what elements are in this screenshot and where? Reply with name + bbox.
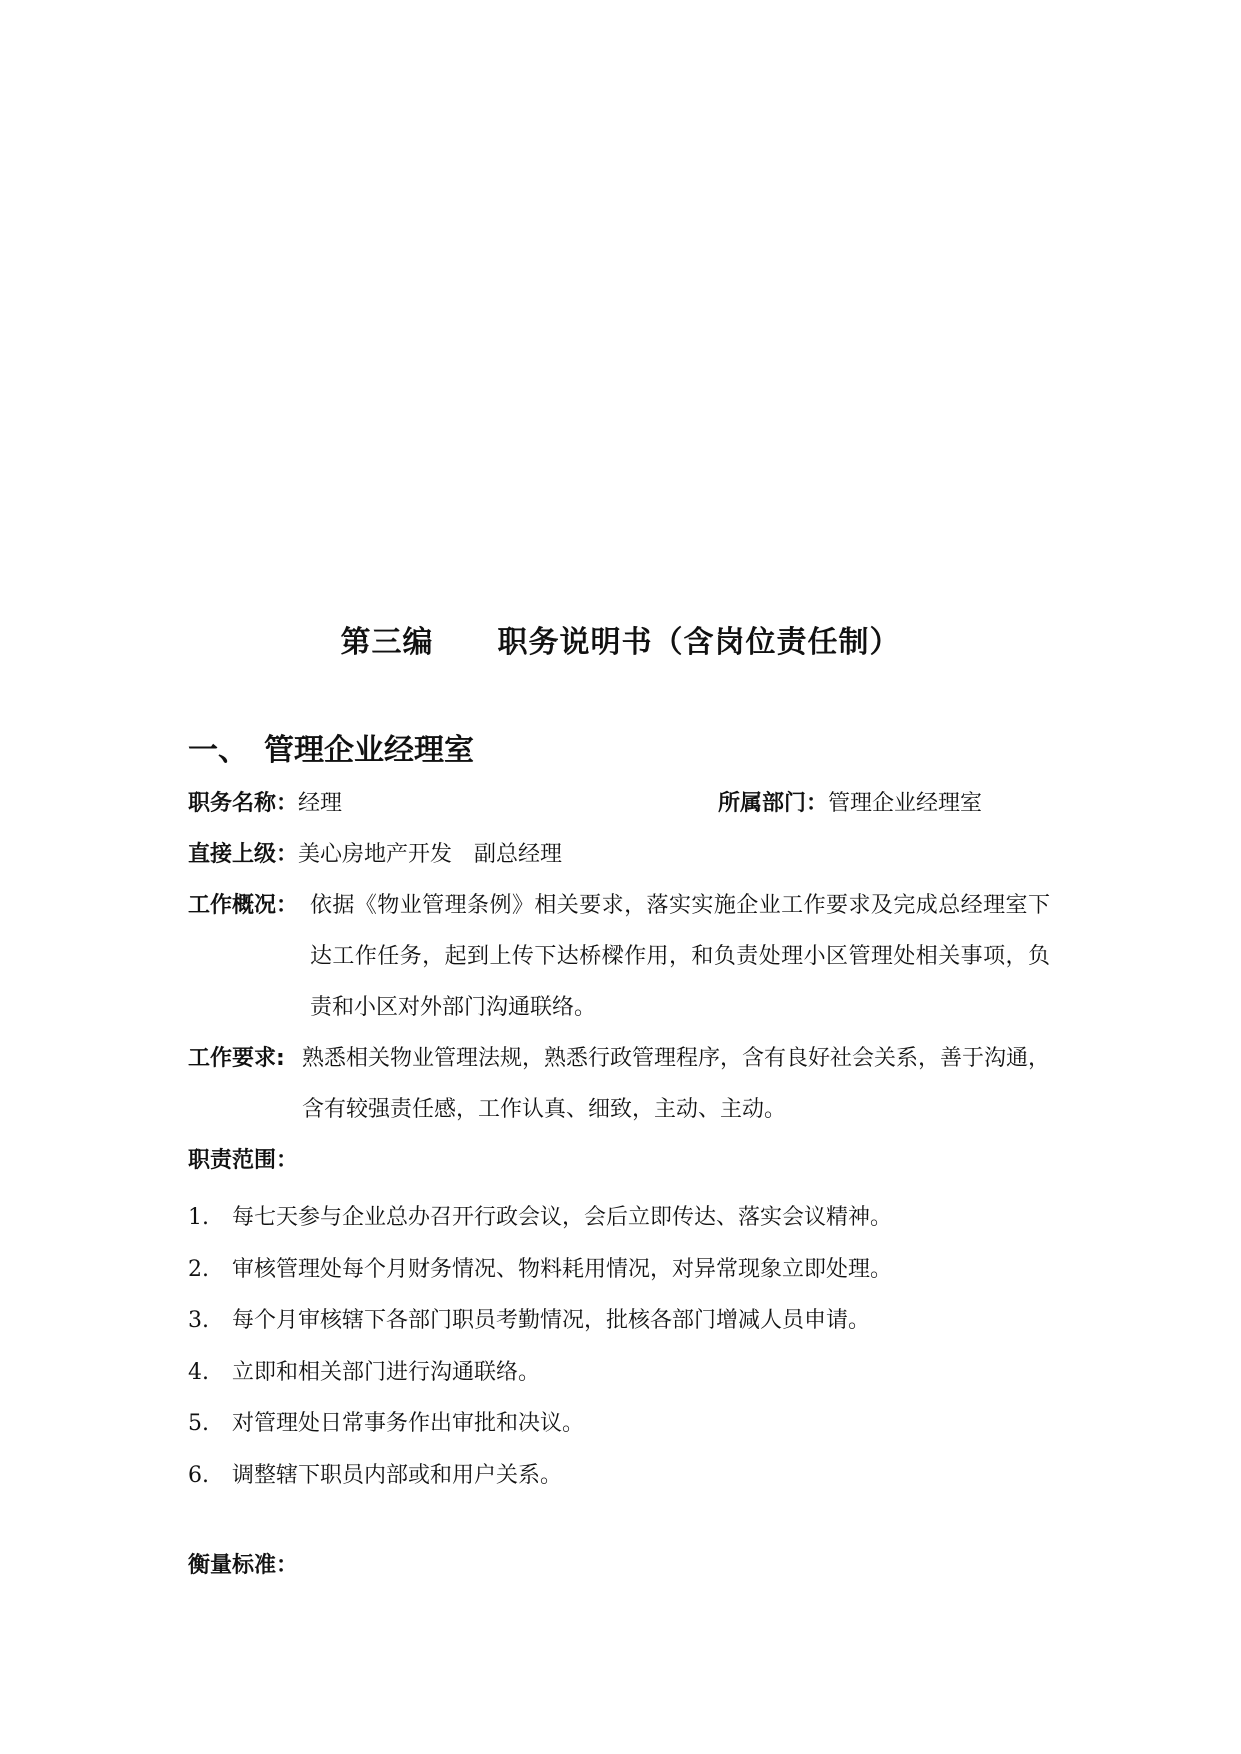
list-item [188, 1398, 1048, 1450]
scope-row [188, 1135, 298, 1186]
duty-list [188, 1192, 1048, 1501]
standard-row [188, 1540, 298, 1591]
superior-row [188, 829, 562, 880]
list-item [188, 1192, 1048, 1244]
list-item-number: 6. [188, 1462, 209, 1488]
list-item [188, 1295, 1048, 1347]
list-item-text: 每个月审核辖下各部门职员考勤情况，批核各部门增减人员申请。 [232, 1308, 871, 1333]
superior-value: 美心房地产开发 副总经理 [298, 842, 563, 867]
section-heading [188, 725, 474, 769]
list-item-number: 2. [188, 1256, 209, 1282]
overview-text: 依据《物业管理条例》相关要求，落实实施企业工作要求及完成总经理室下达工作任务，起到上传下达桥樑作用，和负责处理小区管理处相关事项，负责和小区对外部门沟通联络。 [310, 893, 1050, 1020]
requirements-label: 工作要求: [188, 1046, 285, 1071]
department-value: 管理企业经理室 [828, 791, 983, 816]
section-name: 管理企业经理室 [264, 733, 474, 768]
list-item-number: 1. [188, 1205, 209, 1230]
superior-label: 直接上级： [188, 842, 299, 867]
scope-label: 职责范围： [188, 1148, 299, 1173]
position-row [188, 778, 342, 829]
position-label: 职务名称： [188, 791, 299, 816]
position-value: 经理 [298, 791, 343, 816]
list-item [188, 1244, 1048, 1296]
standard-label: 衡量标准： [188, 1553, 299, 1578]
list-item [188, 1450, 1048, 1502]
overview-label: 工作概况： [188, 893, 299, 918]
title-part: 第三编 [340, 625, 434, 660]
list-item-text: 对管理处日常事务作出审批和决议。 [232, 1411, 585, 1436]
list-item-number: 3. [188, 1308, 209, 1333]
title-name: 职务说明书（含岗位责任制） [497, 625, 901, 660]
list-item-number: 5. [188, 1411, 209, 1436]
list-item-text: 立即和相关部门进行沟通联络。 [232, 1359, 541, 1385]
list-item [188, 1347, 1048, 1399]
list-item-text: 审核管理处每个月财务情况、物料耗用情况，对异常现象立即处理。 [232, 1256, 893, 1282]
requirements-text: 熟悉相关物业管理法规，熟悉行政管理程序，含有良好社会关系，善于沟通，含有较强责任感，工作认真、细致，主动、主动。 [302, 1046, 1051, 1122]
list-item-number: 4. [188, 1359, 209, 1385]
list-item-text: 每七天参与企业总办召开行政会议，会后立即传达、落实会议精神。 [232, 1205, 893, 1230]
department-label: 所属部门： [718, 791, 829, 816]
list-item-text: 调整辖下职员内部或和用户关系。 [232, 1462, 563, 1488]
department-row [718, 778, 982, 829]
document-title [0, 617, 1241, 661]
section-number: 一、 [188, 733, 248, 768]
